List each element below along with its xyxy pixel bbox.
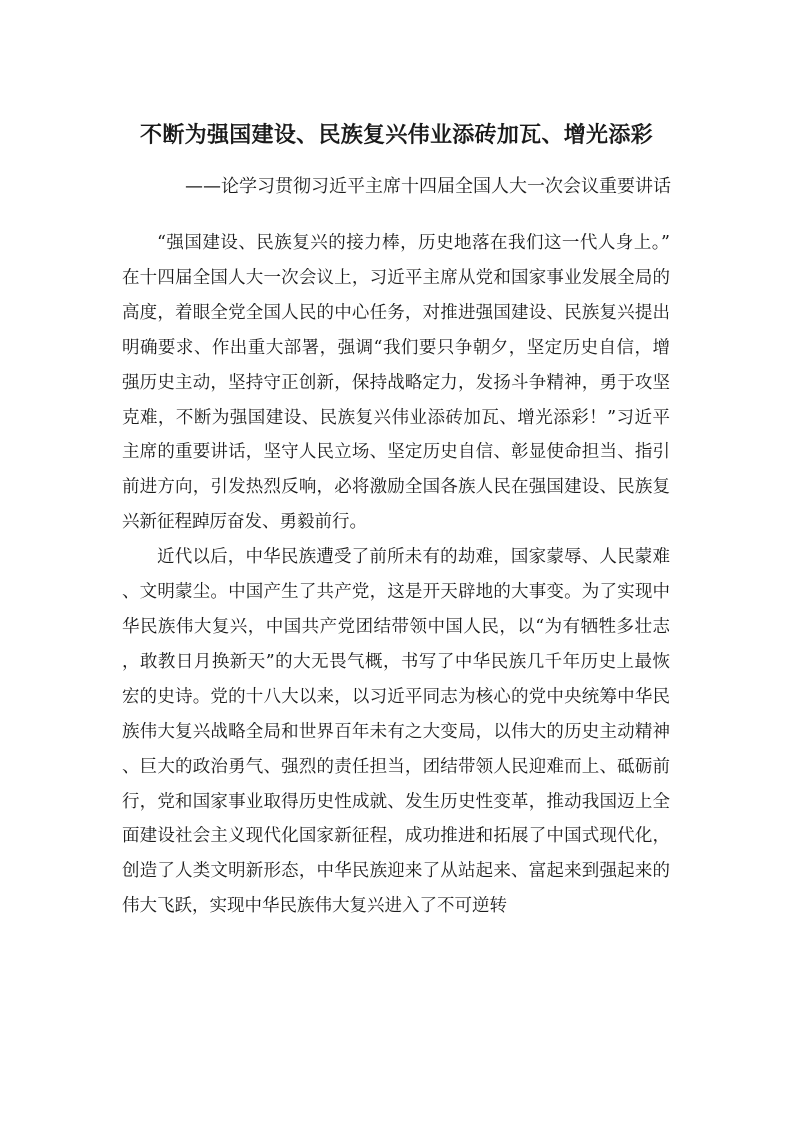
paragraph-2: 近代以后，中华民族遭受了前所未有的劫难，国家蒙辱、人民蒙难、文明蒙尘。中国产生了共产党，这是开天辟地的大事变。为了实现中华民族伟大复兴，中国共产党团结带领中国人民，以“为有牺牲多壮志，敢教日月换新天”的大无畏气概，书写了中华民族几千年历史上最恢宏的史诗。党的十八大以来，以习近平同志为核心的党中央统筹中华民族伟大复兴战略全局和世界百年未有之大变局，以伟大的历史主动精神、巨大的政治勇气、强烈的责任担当，团结带领人民迎难而上、砥砺前行，党和国家事业取得历史性成就、发生历史性变革，推动我国迈上全面建设社会主义现代化国家新征程，成功推进和拓展了中国式现代化，创造了人类文明新形态，中华民族迎来了从站起来、富起来到强起来的伟大飞跃，实现中华民族伟大复兴进入了不可逆转 [122,547,670,917]
paragraph-1: “强国建设、民族复兴的接力棒，历史地落在我们这一代人身上。”在十四届全国人大一次会议上，习近平主席从党和国家事业发展全局的高度，着眼全党全国人民的中心任务，对推进强国建设、民族复兴提出明确要求、作出重大部署，强调“我们要只争朝夕，坚定历史自信，增强历史主动，坚持守正创新，保持战略定力，发扬斗争精神，勇于攻坚克难，不断为强国建设、民族复兴伟业添砖加瓦、增光添彩！”习近平主席的重要讲话，坚守人民立场、坚定历史自信、彰显使命担当、指引前进方向，引发热烈反响，必将激励全国各族人民在强国建设、民族复兴新征程踔厉奋发、勇毅前行。 [122,233,670,533]
document-subtitle: ——论学习贯彻习近平主席十四届全国人大一次会议重要讲话 [185,176,671,197]
document-body [122,226,670,924]
document-title: 不断为强国建设、民族复兴伟业添砖加瓦、增光添彩 [140,123,653,148]
